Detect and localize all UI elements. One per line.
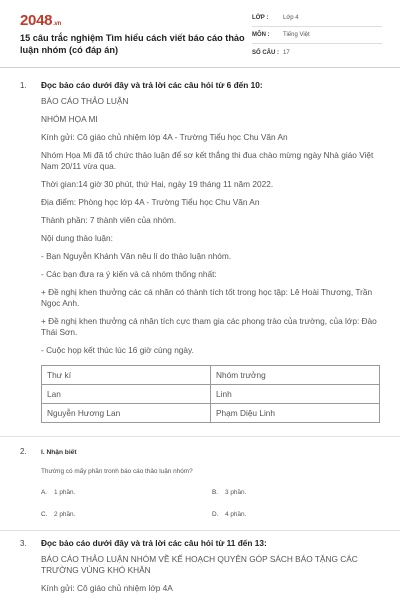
meta-value: 17 (283, 49, 290, 56)
table-cell: Nguyễn Hương Lan (42, 404, 211, 423)
option-key: C. (41, 511, 48, 518)
report-heading: BÁO CÁO THẢO LUẬN (41, 96, 129, 106)
option-key: D. (212, 511, 219, 518)
report-content-label: Nội dung thảo luận: (41, 233, 113, 243)
question-number: 1. (20, 81, 27, 90)
option-a[interactable] (41, 489, 212, 496)
section-divider (0, 436, 400, 437)
report-item: + Đề nghị khen thưởng các cá nhân có thành tích tốt trong học tập: Lê Hoài Thương, Trần Ngọc Anh. (41, 287, 373, 308)
document-meta (252, 10, 382, 61)
question-title: I. Nhận biết (41, 449, 77, 456)
option-text: 1 phần. (54, 489, 76, 496)
question-number: 2. (20, 447, 27, 456)
signature-table (41, 365, 380, 423)
report-recipient: Kính gửi: Cô giáo chủ nhiệm lớp 4A - Trường Tiểu học Chu Văn An (41, 132, 288, 142)
meta-row-question-count (252, 44, 382, 61)
report-item: - Bạn Nguyễn Khánh Vân nêu lí do thảo luận nhóm. (41, 251, 232, 261)
question-header (20, 80, 382, 90)
report-intro: Nhóm Họa Mi đã tổ chức thảo luận để sơ kết thắng thi đua chào mừng ngày Nhà giáo Việt Nam 20/11 vừa qua. (41, 150, 374, 171)
report-group-name: NHÓM HỌA MI (41, 114, 98, 124)
table-row (42, 404, 380, 423)
meta-value: Lớp 4 (283, 15, 299, 21)
question-number: 3. (20, 539, 27, 548)
question-1 (20, 80, 382, 423)
table-row (42, 366, 380, 385)
document-title: 15 câu trắc nghiệm Tìm hiểu cách viết báo cáo thảo luận nhóm (có đáp án) (20, 33, 245, 55)
question-title: Đọc bảo cáo dưới đây và trả lời các câu hỏi từ 11 đến 13: (41, 538, 267, 548)
option-text: 3 phần. (225, 489, 247, 496)
meta-key: MÔN : (252, 32, 270, 38)
report-heading: BÁO CÁO THẢO LUẬN NHÓM VỀ KẾ HOẠCH QUYÊN GÓP SÁCH BÁO TẶNG CÁC TRƯỜNG VÙNG KHÓ KHĂN (41, 554, 358, 575)
report-members: Thành phần: 7 thành viên của nhóm. (41, 215, 177, 225)
report-recipient: Kính gửi: Cô giáo chủ nhiệm lớp 4A (41, 583, 173, 593)
report-item: - Cuộc họp kết thúc lúc 16 giờ cùng ngày. (41, 345, 194, 355)
answer-options (41, 489, 382, 518)
site-logo[interactable] (20, 12, 61, 29)
section-divider (0, 530, 400, 531)
report-time: Thời gian:14 giờ 30 phút, thứ Hai, ngày 19 tháng 11 năm 2022. (41, 179, 274, 189)
question-header (20, 447, 382, 456)
table-cell: Lan (42, 385, 211, 404)
option-d[interactable] (212, 511, 383, 518)
option-text: 4 phần. (225, 511, 247, 518)
question-body (20, 554, 382, 594)
meta-row-subject (252, 27, 382, 44)
option-text: 2 phần. (54, 511, 76, 518)
report-location: Địa điểm: Phòng học lớp 4A - Trường Tiểu học Chu Văn An (41, 197, 260, 207)
question-2 (20, 447, 382, 518)
meta-key: SỐ CÂU : (252, 49, 279, 56)
option-c[interactable] (41, 511, 212, 518)
table-row (42, 385, 380, 404)
meta-row-class (252, 10, 382, 27)
table-cell: Linh (211, 385, 380, 404)
option-key: B. (212, 489, 219, 496)
logo-suffix: .vn (53, 21, 61, 27)
meta-value: Tiếng Việt (283, 32, 310, 38)
option-b[interactable] (212, 489, 383, 496)
question-body (20, 468, 382, 518)
table-cell: Thư kí (42, 366, 211, 385)
page-header (0, 0, 400, 68)
table-cell: Phạm Diệu Linh (211, 404, 380, 423)
question-title: Đọc bảo cáo dưới đây và trả lời các câu hỏi từ 6 đến 10: (41, 80, 263, 90)
report-item: + Đề nghị khen thưởng cá nhân tích cực tham gia các phong trào của trường, của lớp: Đào Thái Sơn. (41, 316, 377, 337)
question-body (20, 96, 382, 423)
report-item: - Các bạn đưa ra ý kiến và cả nhóm thống nhất: (41, 269, 217, 279)
question-text: Thường có mấy phần tronh báo cáo thảo luận nhóm? (41, 468, 193, 475)
question-header (20, 538, 382, 548)
question-3 (20, 538, 382, 594)
meta-key: LỚP : (252, 15, 269, 21)
logo-text: 2048 (20, 12, 53, 29)
option-key: A. (41, 489, 48, 496)
table-cell: Nhóm trưởng (211, 366, 380, 385)
